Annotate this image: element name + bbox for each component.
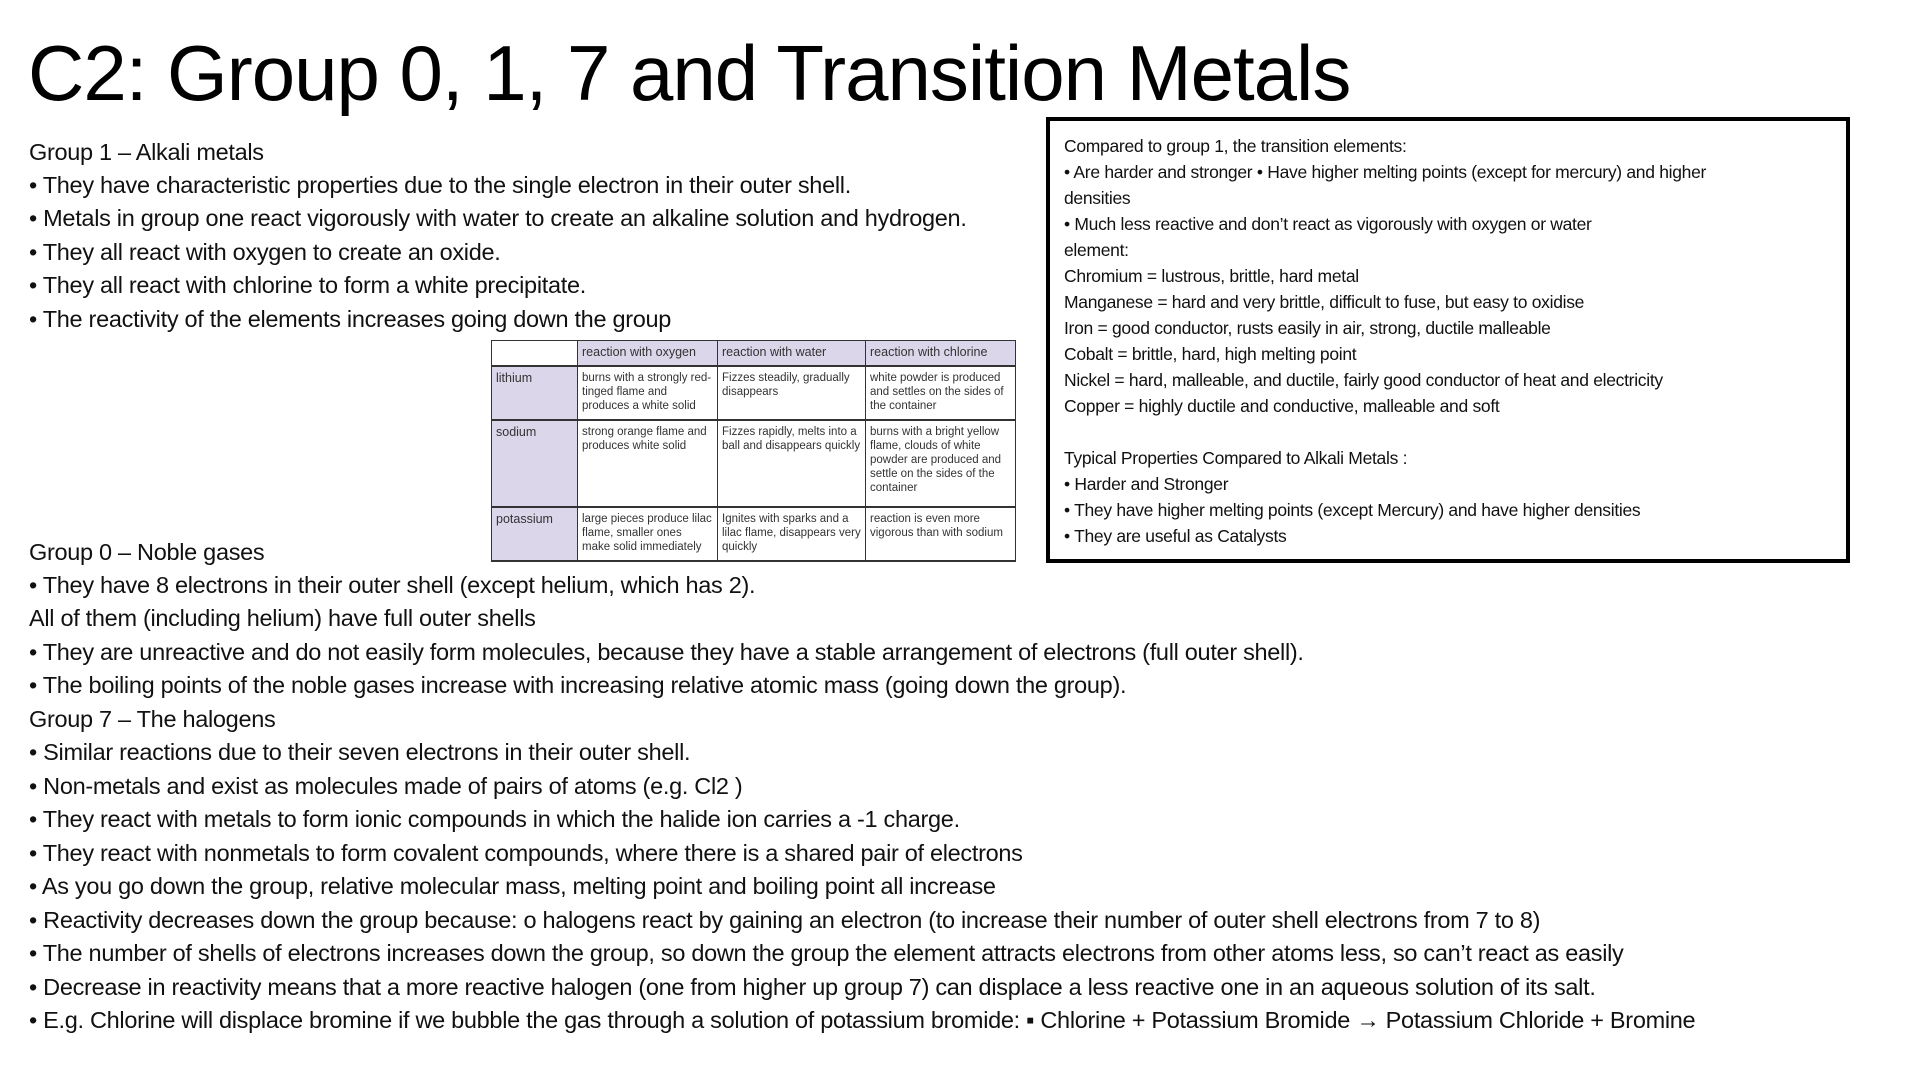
column-header: reaction with oxygen <box>578 341 718 366</box>
transition-metals-box <box>1046 117 1850 563</box>
box-line: Nickel = hard, malleable, and ductile, fairly good conductor of heat and electricity <box>1064 370 1663 390</box>
box-line: Manganese = hard and very brittle, difficult to fuse, but easy to oxidise <box>1064 292 1585 312</box>
table-cell: Fizzes rapidly, melts into a ball and disappears quickly <box>718 420 866 507</box>
group0-line: • They are unreactive and do not easily form molecules, because they have a stable arrangement of electrons (full outer shell). <box>29 639 1304 665</box>
group1-heading: Group 1 – Alkali metals <box>29 139 264 165</box>
group0-line: • The boiling points of the noble gases increase with increasing relative atomic mass (going down the group). <box>29 672 1127 698</box>
box-line: Iron = good conductor, rusts easily in air, strong, ductile malleable <box>1064 318 1551 338</box>
group7-bullet: • As you go down the group, relative molecular mass, melting point and boiling point all increase <box>29 873 996 899</box>
column-header: reaction with chlorine <box>866 341 1016 366</box>
group0-line: All of them (including helium) have full outer shells <box>29 605 536 631</box>
group0-heading: Group 0 – Noble gases <box>29 539 265 565</box>
box-line: Copper = highly ductile and conductive, malleable and soft <box>1064 396 1500 416</box>
group7-bullet: • They react with metals to form ionic compounds in which the halide ion carries a -1 charge. <box>29 806 960 832</box>
group7-bullet: • E.g. Chlorine will displace bromine if we bubble the gas through a solution of potassium bromide: ▪ Chlorine + Potassium Bromide → Potassium Chloride + Bromine <box>29 1007 1696 1033</box>
group7-bullet: • Decrease in reactivity means that a more reactive halogen (one from higher up group 7) can displace a less reactive one in an aqueous solution of its salt. <box>29 974 1596 1000</box>
box-line: Compared to group 1, the transition elements: <box>1064 136 1407 156</box>
group0-line: • They have 8 electrons in their outer shell (except helium, which has 2). <box>29 572 756 598</box>
group7-bullet: • They react with nonmetals to form covalent compounds, where there is a shared pair of electrons <box>29 840 1023 866</box>
table-cell: reaction is even more vigorous than with sodium <box>866 507 1016 561</box>
table-cell: burns with a bright yellow flame, clouds of white powder are produced and settle on the sides of the container <box>866 420 1016 507</box>
table-header-row <box>492 341 1016 366</box>
table-row <box>492 366 1016 420</box>
group7-bullet: • The number of shells of electrons increases down the group, so down the group the element attracts electrons from other atoms less, so can’t react as easily <box>29 940 1624 966</box>
table-cell: Ignites with sparks and a lilac flame, disappears very quickly <box>718 507 866 561</box>
row-header: lithium <box>492 366 578 420</box>
box-line: • Much less reactive and don’t react as vigorously with oxygen or water <box>1064 214 1592 234</box>
box-line: • Are harder and stronger • Have higher melting points (except for mercury) and higher <box>1064 162 1707 182</box>
group1-bullet: • Metals in group one react vigorously with water to create an alkaline solution and hydrogen. <box>29 205 967 231</box>
group1-bullet: • They have characteristic properties due to the single electron in their outer shell. <box>29 172 851 198</box>
box-line: • They are useful as Catalysts <box>1064 526 1287 546</box>
box-line: Cobalt = brittle, hard, high melting point <box>1064 344 1357 364</box>
table-cell: large pieces produce lilac flame, smaller ones make solid immediately <box>578 507 718 561</box>
group7-bullet: • Non-metals and exist as molecules made of pairs of atoms (e.g. Cl2 ) <box>29 773 743 799</box>
box-line: Typical Properties Compared to Alkali Metals : <box>1064 448 1408 468</box>
row-header: sodium <box>492 420 578 507</box>
group1-bullet: • They all react with chlorine to form a white precipitate. <box>29 272 586 298</box>
box-line: Chromium = lustrous, brittle, hard metal <box>1064 266 1359 286</box>
table-cell: Fizzes steadily, gradually disappears <box>718 366 866 420</box>
column-header: reaction with water <box>718 341 866 366</box>
row-header: potassium <box>492 507 578 561</box>
page-title: C2: Group 0, 1, 7 and Transition Metals <box>28 29 1351 117</box>
table-cell: strong orange flame and produces white solid <box>578 420 718 507</box>
table-corner-cell <box>492 341 578 366</box>
alkali-reactions-table <box>491 340 1016 562</box>
group1-bullet: • They all react with oxygen to create an oxide. <box>29 239 501 265</box>
group7-heading: Group 7 – The halogens <box>29 706 276 732</box>
table-row <box>492 507 1016 561</box>
table-cell: white powder is produced and settles on the sides of the container <box>866 366 1016 420</box>
group7-bullet: • Similar reactions due to their seven electrons in their outer shell. <box>29 739 691 765</box>
table-row <box>492 420 1016 507</box>
box-line: • Harder and Stronger <box>1064 474 1229 494</box>
group7-bullet: • Reactivity decreases down the group because: o halogens react by gaining an electron (to increase their number of outer shell electrons from 7 to 8) <box>29 907 1541 933</box>
box-line: densities <box>1064 188 1131 208</box>
group1-bullet: • The reactivity of the elements increases going down the group <box>29 306 672 332</box>
box-line: • They have higher melting points (except Mercury) and have higher densities <box>1064 500 1641 520</box>
box-line: element: <box>1064 240 1129 260</box>
table-cell: burns with a strongly red-tinged flame and produces a white solid <box>578 366 718 420</box>
